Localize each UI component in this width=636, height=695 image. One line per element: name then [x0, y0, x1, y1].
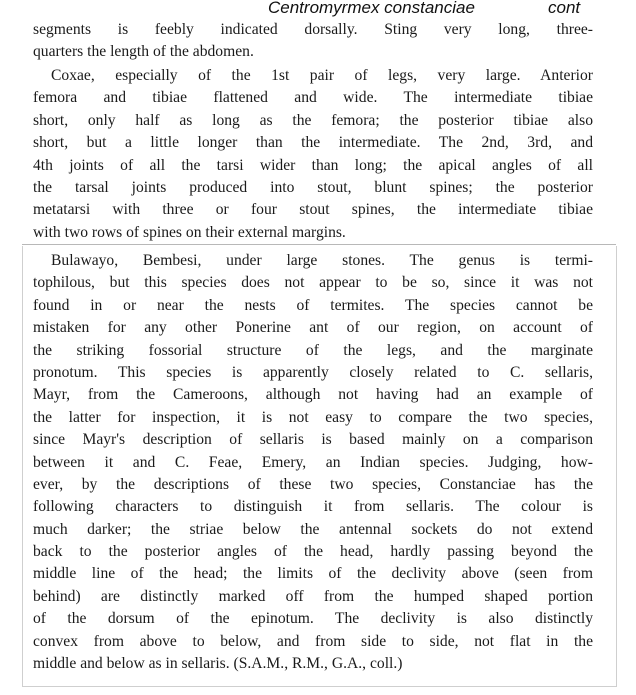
- text-line: the striking fossorial structure of the legs, and the marginate: [33, 341, 593, 359]
- text-line: the tarsal joints produced into stout, blunt spines; the posterior: [33, 178, 593, 196]
- paragraph-sting: [33, 19, 593, 64]
- text-line: much darker; the striae below the antennal sockets do not extend: [33, 520, 593, 538]
- paragraph-legs: [33, 65, 593, 244]
- text-line: between it and C. Feae, Emery, an Indian species. Judging, how-: [33, 453, 593, 471]
- text-line: segments is feebly indicated dorsally. Sting very long, three-: [33, 21, 593, 38]
- text-line: ever, by the descriptions of these two species, Constanciae has the: [33, 475, 593, 493]
- text-line: short, but a little longer than the intermediate. The 2nd, 3rd, and: [33, 134, 593, 152]
- text-line: short, only half as long as the femora; the posterior tibiae also: [33, 111, 593, 129]
- text-line: tophilous, but this species does not appear to be so, since it was not: [33, 274, 593, 292]
- text-line: with two rows of spines on their external margins.: [33, 223, 346, 241]
- text-line: the latter for inspection, it is not easy to compare the two species,: [33, 408, 593, 426]
- text-line: 4th joints of all the tarsi wider than long; the apical angles of all: [33, 156, 593, 174]
- text-line: Coxae, especially of the 1st pair of legs, very large. Anterior: [51, 67, 593, 84]
- continued-label: cont: [548, 0, 581, 17]
- text-line: Mayr, from the Cameroons, although not having had an example of: [33, 386, 593, 404]
- text-line: found in or near the nests of termites. The species cannot be: [33, 296, 593, 314]
- paragraph-locality: [33, 250, 593, 675]
- text-line: middle and below as in sellaris. (S.A.M., R.M., G.A., coll.): [33, 655, 403, 673]
- text-line: of the dorsum of the epinotum. The declivity is also distinctly: [33, 610, 593, 628]
- text-line: back to the posterior angles of the head, hardly passing beyond the: [33, 543, 593, 561]
- page-header: [0, 0, 636, 20]
- text-line: Bulawayo, Bembesi, under large stones. The genus is termi-: [51, 252, 593, 269]
- text-line: behind) are distinctly marked off from the humped shaped portion: [33, 587, 593, 605]
- text-line: pronotum. This species is apparently closely related to C. sellaris,: [33, 363, 593, 381]
- text-line: convex from above to below, and from side to side, not flat in the: [33, 632, 593, 650]
- text-line: mistaken for any other Ponerine ant of our region, on account of: [33, 319, 593, 337]
- text-line: since Mayr's description of sellaris is based mainly on a comparison: [33, 431, 593, 449]
- text-line: metatarsi with three or four stout spines, the intermediate tibiae: [33, 201, 593, 219]
- section-divider: [22, 244, 616, 245]
- species-title: Centromyrmex constanciae: [268, 0, 475, 17]
- text-line: quarters the length of the abdomen.: [33, 43, 254, 61]
- text-line: following characters to distinguish it from sellaris. The colour is: [33, 498, 593, 516]
- text-line: middle line of the head; the limits of the declivity above (seen from: [33, 565, 593, 583]
- text-line: femora and tibiae flattened and wide. The intermediate tibiae: [33, 89, 593, 107]
